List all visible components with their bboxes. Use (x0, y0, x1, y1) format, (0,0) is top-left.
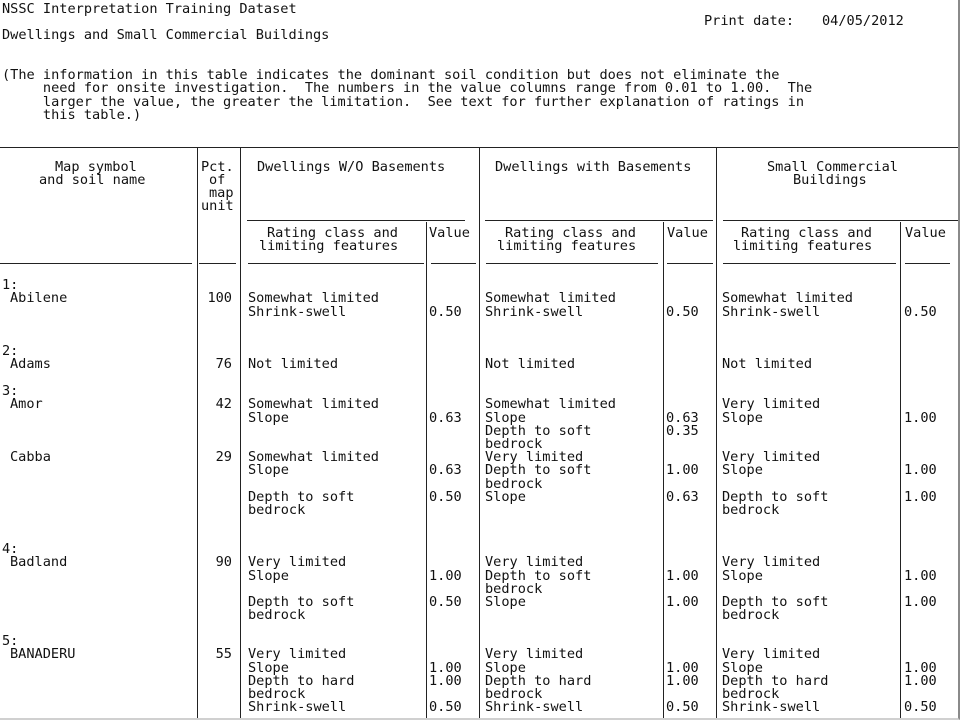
rating-feature: Slope (248, 567, 289, 584)
rating-feature: Depth to soft (485, 567, 592, 584)
rating-feature: Slope (485, 409, 526, 426)
header-pct: Pct. (201, 159, 234, 175)
header-bottom-rule (723, 263, 896, 264)
rating-feature: Not limited (248, 356, 339, 373)
rating-feature: bedrock (248, 686, 306, 702)
rating-feature: Very limited (248, 554, 347, 571)
rating-feature: Depth to soft (485, 422, 592, 439)
rating-feature: bedrock (248, 502, 306, 518)
map-symbol: 2: (2, 343, 19, 359)
pct-of-map-unit: 76 (215, 356, 232, 373)
rating-feature: Depth to hard (485, 672, 592, 689)
soil-name: Abilene (10, 290, 68, 307)
header-soil-name: and soil name (39, 172, 146, 188)
rating-feature: Depth to hard (248, 672, 355, 689)
value-divider (426, 222, 427, 718)
header-pct: unit (201, 198, 234, 214)
rating-feature: Depth to soft (248, 488, 355, 505)
rating-feature: Slope (722, 462, 763, 479)
column-divider (716, 148, 717, 718)
rating-value: 1.00 (666, 462, 699, 479)
rating-value: 0.50 (429, 488, 462, 505)
rating-feature: Very limited (485, 449, 584, 465)
rating-feature: Depth to soft (248, 594, 355, 610)
rating-feature: Slope (485, 594, 526, 610)
pct-of-map-unit: 42 (215, 396, 232, 413)
header-rating-class: Rating class and (267, 225, 398, 241)
value-divider (663, 222, 664, 718)
rating-feature: Somewhat limited (485, 290, 616, 307)
pct-of-map-unit: 55 (215, 646, 232, 663)
rating-feature: Shrink-swell (722, 303, 821, 320)
rating-value: 0.50 (429, 699, 462, 716)
rating-value: 1.00 (904, 567, 937, 584)
pct-of-map-unit: 29 (215, 449, 232, 465)
rating-feature: Depth to soft (722, 594, 829, 610)
header-small-commercial: Buildings (793, 172, 867, 188)
rating-feature: Depth to soft (485, 462, 592, 479)
rating-feature: Very limited (722, 646, 821, 663)
note-line: (The information in this table indicates the dominant soil condition but does not eliminate the (2, 67, 780, 83)
note-line: larger the value, the greater the limitation. See text for further explanation of ratings in (2, 94, 805, 110)
header-bottom-rule (431, 263, 476, 264)
header-bottom-rule (905, 263, 950, 264)
rating-value: 1.00 (666, 594, 699, 610)
value-divider (900, 222, 901, 718)
rating-feature: Shrink-swell (485, 303, 584, 320)
rating-feature: Slope (248, 462, 289, 479)
rating-feature: bedrock (485, 686, 543, 702)
header-sub-rule (485, 220, 713, 221)
rating-feature: Shrink-swell (248, 303, 347, 320)
rating-value: 1.00 (904, 659, 937, 676)
rating-value: 1.00 (904, 462, 937, 479)
soil-name: Badland (10, 554, 68, 571)
rating-value: 0.50 (429, 594, 462, 610)
rating-feature: Very limited (485, 646, 584, 663)
map-symbol: 3: (2, 383, 19, 399)
rating-value: 1.00 (666, 567, 699, 584)
pct-of-map-unit: 100 (207, 290, 232, 307)
soil-name: Amor (10, 396, 43, 413)
column-divider (240, 148, 241, 718)
note-line: need for onsite investigation. The numbers in the value columns range from 0.01 to 1.00. The (2, 80, 813, 96)
header-bottom-rule (667, 263, 713, 264)
rating-feature: Slope (485, 488, 526, 505)
rating-feature: bedrock (722, 607, 780, 624)
map-symbol: 1: (2, 277, 19, 293)
rating-feature: Slope (485, 659, 526, 676)
note-line: this table.) (2, 107, 142, 123)
rating-feature: Not limited (722, 356, 813, 373)
header-rating-class: Rating class and (505, 225, 636, 241)
column-divider (197, 148, 198, 718)
rating-feature: Very limited (248, 646, 347, 663)
rating-value: 0.35 (666, 422, 699, 439)
print-date-label: Print date: (704, 13, 795, 29)
rating-value: 0.50 (666, 303, 699, 320)
rating-feature: bedrock (485, 475, 543, 492)
header-pct: map (209, 185, 234, 201)
rating-value: 0.50 (429, 303, 462, 320)
rating-feature: Shrink-swell (248, 699, 347, 716)
rating-value: 1.00 (666, 672, 699, 689)
rating-feature: bedrock (485, 436, 543, 452)
rating-value: 1.00 (429, 672, 462, 689)
rating-value: 0.63 (666, 488, 699, 505)
header-value: Value (429, 225, 470, 241)
rating-feature: Somewhat limited (248, 449, 379, 465)
rating-feature: Depth to soft (722, 488, 829, 505)
rating-feature: Not limited (485, 356, 576, 373)
rating-feature: bedrock (722, 502, 780, 518)
soil-name: Cabba (10, 449, 51, 465)
pct-of-map-unit: 90 (215, 554, 232, 571)
rating-feature: Somewhat limited (248, 290, 379, 307)
rating-feature: Slope (248, 409, 289, 426)
rating-feature: bedrock (722, 686, 780, 702)
rating-feature: Slope (722, 659, 763, 676)
rating-value: 1.00 (904, 672, 937, 689)
rating-feature: Somewhat limited (248, 396, 379, 413)
header-bottom-rule (486, 263, 658, 264)
rating-feature: Very limited (722, 396, 821, 413)
rating-value: 1.00 (666, 659, 699, 676)
header-map-symbol: Map symbol (55, 159, 137, 175)
rating-value: 0.63 (429, 409, 462, 426)
header-bottom-rule (199, 263, 236, 264)
rating-value: 0.50 (904, 699, 937, 716)
header-rating-class: Rating class and (741, 225, 872, 241)
print-date: 04/05/2012 (822, 13, 904, 29)
header-pct: of (209, 172, 226, 188)
rating-feature: Very limited (485, 554, 584, 571)
soil-name: BANADERU (10, 646, 76, 663)
rating-value: 1.00 (904, 488, 937, 505)
rating-feature: bedrock (485, 580, 543, 597)
header-value: Value (667, 225, 708, 241)
header-rating-class: limiting features (733, 238, 873, 254)
rating-feature: Slope (722, 567, 763, 584)
header-dwellings-wo-basements: Dwellings W/O Basements (257, 159, 446, 175)
rating-feature: Shrink-swell (722, 699, 821, 716)
rating-feature: Somewhat limited (485, 396, 616, 413)
header-sub-rule (247, 220, 465, 221)
header-small-commercial: Small Commercial (767, 159, 898, 175)
header-sub-rule (723, 220, 958, 221)
rating-feature: bedrock (248, 607, 306, 624)
header-value: Value (905, 225, 946, 241)
rating-value: 0.50 (666, 699, 699, 716)
header-bottom-rule (248, 263, 424, 264)
rating-value: 0.63 (666, 409, 699, 426)
rating-value: 1.00 (904, 594, 937, 610)
rating-feature: Slope (722, 409, 763, 426)
dataset-title: NSSC Interpretation Training Dataset (2, 1, 297, 17)
rating-feature: Depth to hard (722, 672, 829, 689)
header-rating-class: limiting features (259, 238, 399, 254)
rating-value: 1.00 (429, 567, 462, 584)
header-bottom-rule (0, 263, 192, 264)
rating-feature: Shrink-swell (485, 699, 584, 716)
column-divider (479, 148, 480, 718)
rating-feature: Very limited (722, 554, 821, 571)
rating-feature: Somewhat limited (722, 290, 853, 307)
soil-name: Adams (10, 356, 51, 373)
rating-feature: Very limited (722, 449, 821, 465)
map-symbol: 4: (2, 541, 19, 557)
rating-value: 1.00 (904, 409, 937, 426)
header-dwellings-with-basements: Dwellings with Basements (495, 159, 692, 175)
rating-value: 1.00 (429, 659, 462, 676)
report-title: Dwellings and Small Commercial Buildings (2, 27, 330, 43)
rating-value: 0.63 (429, 462, 462, 479)
map-symbol: 5: (2, 633, 19, 649)
header-rating-class: limiting features (497, 238, 637, 254)
rating-value: 0.50 (904, 303, 937, 320)
rating-feature: Slope (248, 659, 289, 676)
